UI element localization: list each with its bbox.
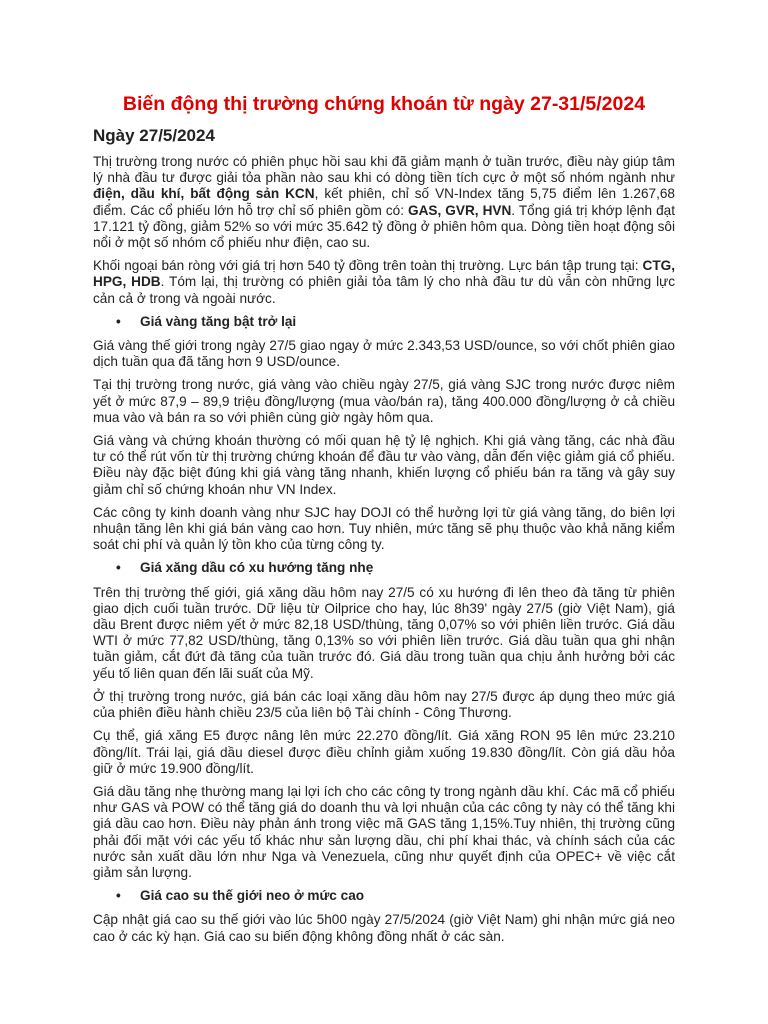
bullet-dot-icon: •	[116, 888, 121, 904]
bullet-fuel-label: Giá xăng dầu có xu hướng tăng nhẹ	[140, 560, 374, 576]
bullet-gold	[93, 314, 675, 330]
text-segment: , kết phiên, chỉ số VN-Index tăng 5,75 điểm lên 1.267,68 điểm. Các cổ phiếu lớn hỗ trợ chỉ số phiên gồm có:	[93, 186, 675, 218]
bullet-rubber-label: Giá cao su thế giới neo ở mức cao	[140, 888, 365, 904]
paragraph-market-overview	[93, 154, 675, 251]
paragraph-oil-impact: Giá dầu tăng nhẹ thường mang lại lợi ích cho các công ty trong ngành dầu khí. Các mã cổ phiếu như GAS và POW có thể tăng giá do doanh thu và lợi nhuận của các công ty này có thể tăng khi giá dầu cao hơn. Điều này phản ánh trong việc mã GAS tăng 1,15%.Tuy nhiên, thị trường cũng phải đối mặt với các yếu tố khác như sản lượng dầu, chi phí khai thác, và chính sách của các nước sản xuất dầu lớn như Nga và Venezuela, cũng như quyết định của OPEC+ về việc cắt giảm sản lượng.	[93, 783, 675, 880]
paragraph-rubber: Cập nhật giá cao su thế giới vào lúc 5h00 ngày 27/5/2024 (giờ Việt Nam) ghi nhận mức giá neo cao ở các kỳ hạn. Giá cao su biến động không đồng nhất ở các sàn.	[93, 912, 675, 944]
bullet-dot-icon: •	[116, 313, 121, 329]
bullet-fuel	[93, 560, 675, 576]
bullet-dot-icon: •	[116, 560, 121, 576]
text-segment: . Tổng giá trị khớp lệnh đạt 17.121 tỷ đồng, giảm 52% so với mức 35.642 tỷ đồng ở phiên hôm qua. Dòng tiền hoạt động sôi nổi ở một số nhóm cổ phiếu như điện, cao su.	[93, 202, 675, 251]
paragraph-gold-stock-relation: Giá vàng và chứng khoán thường có mối quan hệ tỷ lệ nghịch. Khi giá vàng tăng, các nhà đầu tư có thể rút vốn từ thị trường chứng khoán để đầu tư vào vàng, dẫn đến việc giảm giá cổ phiếu. Điều này đặc biệt đúng khi giá vàng tăng nhanh, khiến lượng cổ phiếu bán ra tăng và gây suy giảm chỉ số chứng khoán như VN Index.	[93, 433, 675, 497]
bullet-rubber	[93, 888, 675, 904]
paragraph-fuel-prices: Cụ thể, giá xăng E5 được nâng lên mức 22.270 đồng/lít. Giá xăng RON 95 lên mức 23.210 đồng/lít. Trái lại, giá dầu diesel được điều chỉnh giảm xuống 19.830 đồng/lít. Còn giá dầu hỏa giữ ở mức 19.900 đồng/lít.	[93, 728, 675, 776]
bold-highlight: GAS, GVR, HVN	[408, 202, 512, 218]
paragraph-oil-world: Trên thị trường thế giới, giá xăng dầu hôm nay 27/5 có xu hướng đi lên theo đà tăng từ phiên giao dịch cuối tuần trước. Dữ liệu từ Oilprice cho hay, lúc 8h39' ngày 27/5 (giờ Việt Nam), giá dầu Brent được niêm yết ở mức 82,18 USD/thùng, tăng 0,07% so với phiên liền trước. Giá dầu WTI ở mức 77,82 USD/thùng, tăng 0,13% so với phiên liền trước. Giá dầu tuần qua ghi nhận tuần giảm, cắt đứt đà tăng của tuần trước đó. Giá dầu trong tuần qua chịu ảnh hưởng bởi các yếu tố liên quan đến lãi suất của Mỹ.	[93, 584, 675, 681]
document-title: Biến động thị trường chứng khoán từ ngày 27-31/5/2024	[122, 93, 646, 115]
text-segment: . Tóm lại, thị trường có phiên giải tỏa tâm lý cho nhà đầu tư dù vẫn còn những lực cản cả ở trong và ngoài nước.	[93, 274, 676, 306]
text-segment: Khối ngoại bán ròng với giá trị hơn 540 tỷ đồng trên toàn thị trường. Lực bán tập trung tại:	[93, 258, 643, 274]
paragraph-foreign-investors	[93, 258, 675, 307]
paragraph-gold-world: Giá vàng thế giới trong ngày 27/5 giao ngay ở mức 2.343,53 USD/ounce, so với chốt phiên giao dịch tuần qua đã tăng hơn 9 USD/ounce.	[93, 338, 675, 370]
paragraph-fuel-domestic: Ở thị trường trong nước, giá bán các loại xăng dầu hôm nay 27/5 được áp dụng theo mức giá của phiên điều hành chiều 23/5 của liên bộ Tài chính - Công Thương.	[93, 688, 675, 721]
text-segment: Thị trường trong nước có phiên phục hồi sau khi đã giảm mạnh ở tuần trước, điều này giúp tâm lý nhà đầu tư được giải tỏa phần nào sau khi có dòng tiền tích cực ở một số nhóm ngành như	[93, 154, 675, 186]
bold-highlight: CTG, HPG, HDB	[93, 258, 675, 290]
bold-highlight: điện, dầu khí, bất động sản KCN	[93, 186, 315, 202]
bullet-gold-label: Giá vàng tăng bật trở lại	[140, 313, 297, 329]
paragraph-gold-companies: Các công ty kinh doanh vàng như SJC hay DOJI có thể hưởng lợi từ giá vàng tăng, do biên lợi nhuận tăng lên khi giá bán vàng cao hơn. Tuy nhiên, mức tăng sẽ phụ thuộc vào khả năng kiểm soát chi phí và quản lý tồn kho của từng công ty.	[93, 504, 675, 553]
date-heading: Ngày 27/5/2024	[93, 126, 215, 145]
paragraph-gold-domestic: Tại thị trường trong nước, giá vàng vào chiều ngày 27/5, giá vàng SJC trong nước được niêm yết ở mức 87,9 – 89,9 triệu đồng/lượng (mua vào/bán ra), tăng 400.000 đồng/lượng ở cả chiều mua vào và bán ra so với phiên cùng giờ ngày hôm qua.	[93, 377, 675, 425]
